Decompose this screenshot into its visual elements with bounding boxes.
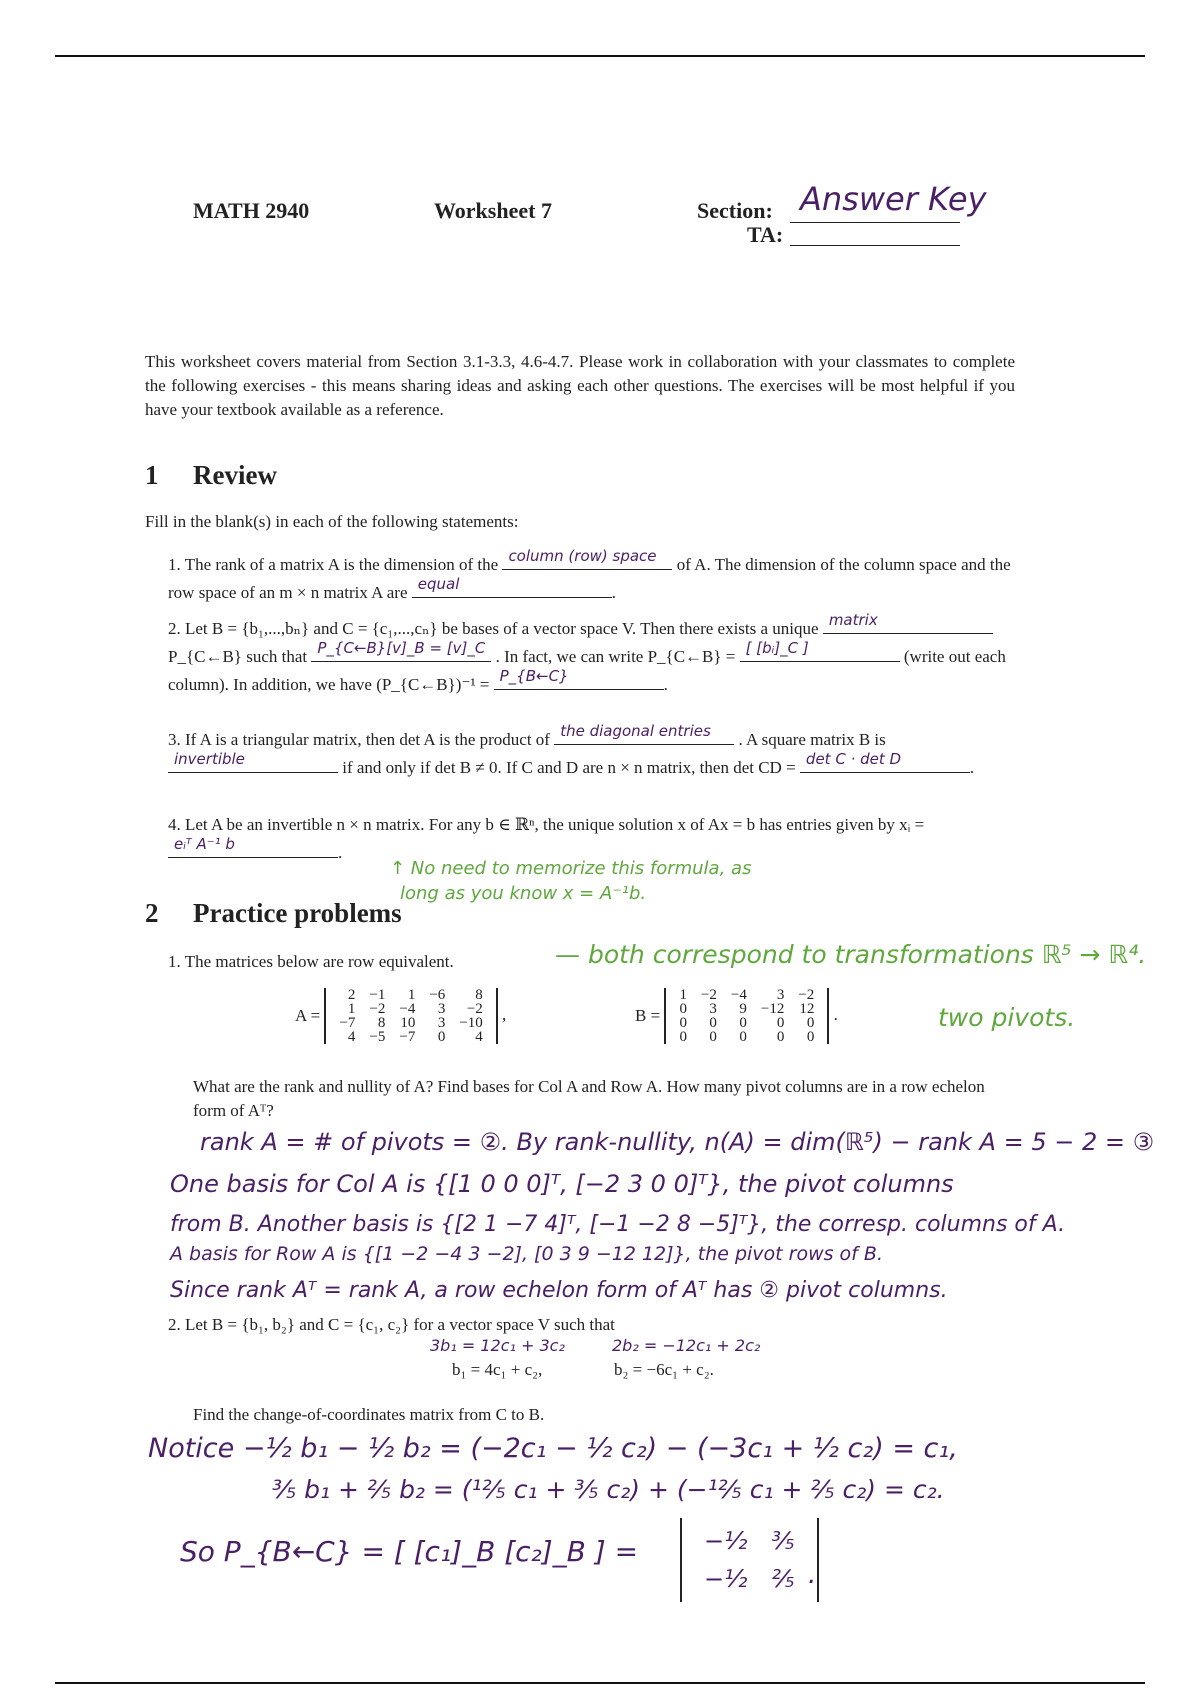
q3-text-c: if and only if det B ≠ 0. If C and D are n × n matrix, then det CD = [342,758,796,777]
q1-text-b: of A. The dimension of the column space and the row space of an m × n matrix A are [168,555,1011,602]
matrix-b-cell: −12 [760,1001,785,1017]
matrix-b-cell: 0 [709,1029,717,1045]
matrix-a-table [332,988,489,1044]
p2-result-matrix [680,1518,819,1602]
matrix-a-label: A = [295,1006,321,1025]
matrix-a-cell: 1 [407,987,416,1003]
matrix-a-row [332,1016,489,1030]
result-matrix-row [692,1522,807,1560]
matrix-a-comma: , [502,1004,507,1024]
q2-text-c: . In fact, we can write P_{C←B} = [495,647,736,666]
q2-blank-4 [494,669,664,690]
matrix-b-table [672,988,821,1044]
matrix-a-cell: 8 [377,1015,386,1031]
ta-underline [790,245,960,246]
matrix-b-block [635,988,838,1044]
matrix-b-cell: 0 [739,1029,747,1045]
matrix-b-row [672,1030,821,1044]
p2-result-period: . [808,1560,817,1590]
top-rule [55,55,1145,57]
matrix-b-cell: 0 [739,1015,747,1031]
p1-solution-line-5: Since rank Aᵀ = rank A, a row echelon form of Aᵀ has ② pivot columns. [170,1278,948,1303]
p2-equation-2: b₂ = −6c₁ + c₂. [614,1360,714,1379]
p2-hand-2: 2b₂ = −12c₁ + 2c₂ [612,1336,761,1355]
matrix-b-cell: 0 [776,1029,785,1045]
matrix-a-row [332,1002,489,1016]
matrix-b-cell: 0 [709,1015,717,1031]
matrix-a-cell: 4 [347,1029,356,1045]
matrix-b-cell: 3 [709,1001,717,1017]
matrix-a-cell: 0 [437,1029,446,1045]
q2-text-b: P_{C←B} such that [168,647,308,666]
matrix-a-cell: 4 [475,1029,483,1045]
matrix-a-cell: −4 [399,1001,416,1017]
matrix-a-row [332,988,489,1002]
q1-text-c: . [611,583,616,602]
p1-solution-line-3: from B. Another basis is {[2 1 −7 4]ᵀ, [−1 −2 8 −5]ᵀ}, the corresp. columns of A. [170,1212,1066,1237]
q4-answer-1: eᵢᵀ A⁻¹ b [174,835,235,853]
worksheet-title: Worksheet 7 [434,198,552,223]
q2-answer-3: [ [bᵢ]_C ] [745,639,809,657]
matrix-b [664,988,829,1044]
matrix-b-cell: 0 [776,1015,785,1031]
matrix-a-cell: −7 [339,1015,356,1031]
matrix-b-cell: 0 [679,1001,687,1017]
matrix-a [324,988,497,1044]
matrix-a-cell: 1 [347,1001,356,1017]
p2-solution-line-1: Notice −½ b₁ − ½ b₂ = (−2c₁ − ½ c₂) − (−3c₁ + ½ c₂) = c₁, [148,1433,958,1464]
q2-blank-2 [311,641,491,662]
matrix-a-cell: −5 [369,1029,386,1045]
section-answer: Answer Key [800,180,987,218]
q4-note-line-1: ↑ No need to memorize this formula, as [390,858,752,879]
q2-text-d: (write out each column). In addition, we have (P_{C←B})⁻¹ = [168,647,1006,694]
matrix-b-cell: −2 [798,987,815,1003]
intro-paragraph: This worksheet covers material from Section 3.1-3.3, 4.6-4.7. Please work in collaboration with your classmates to complete the following exercises - this means sharing ideas and asking each other questions. The exercises will be most helpful if you have your textbook available as a reference. [145,352,1015,419]
matrix-b-row [672,988,821,1002]
q1-blank-2 [412,577,612,598]
matrix-b-cell: −2 [700,987,717,1003]
p2-solution-line-3: So P_{B←C} = [ [c₁]_B [c₂]_B ] = [180,1535,639,1568]
course-code: MATH 2940 [193,198,310,223]
q3-answer-2: invertible [174,750,245,768]
p2-result-table [692,1522,807,1598]
q2-text-e: . [663,675,668,694]
matrix-b-cell: 0 [679,1015,687,1031]
q3-answer-3: det C · det D [805,750,902,768]
matrix-a-cell: 8 [475,987,483,1003]
matrix-a-row [332,1030,489,1044]
p1-note: — both correspond to transformations ℝ⁵ → ℝ⁴. [555,940,1147,969]
matrix-b-cell: 12 [799,1001,815,1017]
review-q2 [168,613,1016,697]
q4-note-line-2: long as you know x = A⁻¹b. [400,883,647,904]
ta-label: TA: [747,222,784,247]
p1-question: What are the rank and nullity of A? Find bases for Col A and Row A. How many pivot columns are in a row echelon form of Aᵀ? [193,1077,985,1120]
pivots-note: two pivots. [938,1003,1076,1032]
q2-answer-4: P_{B←C} [499,667,569,685]
q1-text-a: 1. The rank of a matrix A is the dimension of the [168,555,499,574]
review-q1 [168,549,1016,605]
result-matrix-cell: ²⁄₅ [771,1565,795,1593]
review-prompt: Fill in the blank(s) in each of the following statements: [145,512,519,531]
matrix-a-cell: −2 [369,1001,386,1017]
review-q4: 4. Let A be an invertible n × n matrix. For any b ∈ ℝⁿ, the unique solution x of Ax = b has entries given by xᵢ = eᵢᵀ A⁻¹ b . [168,815,925,862]
matrix-b-cell: 1 [679,987,687,1003]
matrix-a-cell: 2 [347,987,356,1003]
matrix-a-block [295,988,506,1044]
q4-text-a: 4. Let A be an invertible n × n matrix. For any b ∈ ℝⁿ, the unique solution x of Ax = b has entries given by xᵢ = [168,815,925,834]
bottom-rule [55,1682,1145,1684]
matrix-b-label: B = [635,1006,661,1025]
q3-blank-2 [168,752,338,773]
p2-question: Find the change-of-coordinates matrix from C to B. [193,1405,545,1424]
result-matrix-cell: −½ [704,1565,748,1593]
matrix-a-cell: 10 [400,1015,416,1031]
matrix-b-row [672,1002,821,1016]
p2-solution-line-2: ³⁄₅ b₁ + ²⁄₅ b₂ = (¹²⁄₅ c₁ + ³⁄₅ c₂) + (−¹²⁄₅ c₁ + ²⁄₅ c₂) = c₂. [272,1475,945,1504]
matrix-b-cell: −4 [730,987,747,1003]
q3-text-b: . A square matrix B is [738,730,886,749]
matrix-a-cell: 3 [437,1015,446,1031]
section-label: Section: [697,198,773,223]
matrix-b-cell: 9 [739,1001,747,1017]
matrix-a-cell: −2 [466,1001,483,1017]
q2-text-a: 2. Let B = {b₁,...,bₙ} and C = {c₁,...,cₙ} be bases of a vector space V. Then there exists a unique [168,619,819,638]
matrix-a-cell: −1 [369,987,386,1003]
result-matrix-row [692,1560,807,1598]
p1-solution-line-2: One basis for Col A is {[1 0 0 0]ᵀ, [−2 3 0 0]ᵀ}, the pivot columns [170,1170,954,1198]
section-1-number: 1 [145,460,159,490]
p2-equation-1: b₁ = 4c₁ + c₂, [452,1360,543,1379]
q3-text-a: 3. If A is a triangular matrix, then det A is the product of [168,730,550,749]
q1-blank-1 [502,549,672,570]
matrix-b-cell: 0 [806,1029,815,1045]
matrix-b-cell: 3 [776,987,785,1003]
matrix-a-cell: −6 [429,987,446,1003]
q3-blank-1 [554,724,734,745]
matrix-a-cell: 3 [437,1001,446,1017]
matrix-b-cell: 0 [679,1029,687,1045]
matrix-b-cell: 0 [806,1015,815,1031]
matrix-a-cell: −10 [459,1015,483,1031]
q2-answer-2: P_{C←B}[v]_B = [v]_C [317,639,486,657]
q1-answer-1: column (row) space [508,547,657,565]
q2-blank-3 [740,641,900,662]
matrix-b-period: . [833,1004,838,1024]
matrix-a-cell: −7 [399,1029,416,1045]
q2-answer-1: matrix [828,611,878,629]
section-underline [790,222,960,223]
p1-solution-line-1: rank A = # of pivots = ②. By rank-nullity, n(A) = dim(ℝ⁵) − rank A = 5 − 2 = ③ [200,1128,1155,1156]
section-2-number: 2 [145,898,159,928]
q3-answer-1: the diagonal entries [560,722,711,740]
section-2-title: Practice problems [193,898,402,928]
q2-blank-1 [823,613,993,634]
q4-blank-1 [168,837,338,858]
section-1-title: Review [193,460,277,490]
result-matrix-cell: −½ [704,1527,748,1555]
review-q3 [168,724,1016,780]
p1-text: 1. The matrices below are row equivalent. [168,952,454,971]
p1-solution-line-4: A basis for Row A is {[1 −2 −4 3 −2], [0 3 9 −12 12]}, the pivot rows of B. [170,1243,883,1265]
p2-text: 2. Let B = {b₁, b₂} and C = {c₁, c₂} for a vector space V such that [168,1315,615,1334]
q3-text-d: . [969,758,975,777]
q1-answer-2: equal [417,575,460,593]
result-matrix-cell: ³⁄₅ [771,1527,795,1555]
q3-blank-3 [800,752,970,773]
p2-hand-1: 3b₁ = 12c₁ + 3c₂ [430,1336,565,1355]
matrix-b-row [672,1016,821,1030]
